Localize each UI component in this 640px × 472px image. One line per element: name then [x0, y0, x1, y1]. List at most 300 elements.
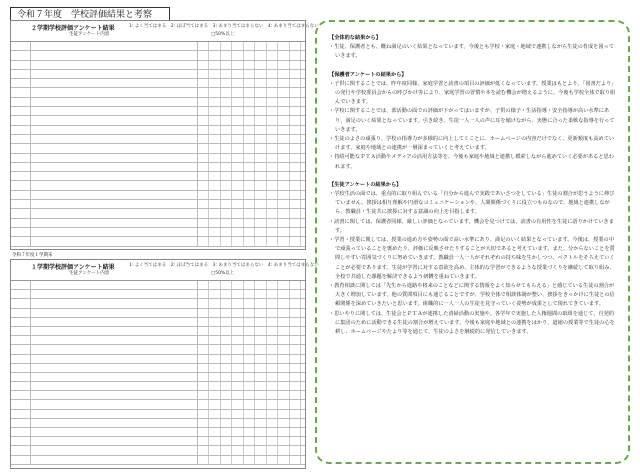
value-cell — [256, 364, 267, 372]
value-cell — [290, 228, 301, 236]
value-cell — [290, 456, 301, 464]
value-cell — [210, 345, 221, 353]
value-cell — [290, 172, 301, 180]
value-cell — [290, 126, 301, 134]
value-cell — [290, 163, 301, 171]
value-cell — [233, 42, 244, 50]
value-cell — [279, 382, 290, 390]
value-cell — [221, 219, 232, 227]
parent-item: ・生徒のよさの頑張り、学校の指導力が多様的に向上してくことに、ホームページの内容だけでなく、更新頻度も高めていけます。家庭や地域との連携が一層深まっていくと考えています。 — [329, 136, 615, 152]
value-cell — [221, 373, 232, 381]
value-cell — [233, 172, 244, 180]
value-cell — [198, 126, 209, 134]
value-cell — [210, 126, 221, 134]
table-row — [11, 98, 305, 107]
value-cell — [279, 219, 290, 227]
row-value-cells — [198, 172, 305, 180]
value-cell — [221, 364, 232, 372]
value-cell — [244, 364, 255, 372]
row-text-cell — [33, 209, 198, 217]
value-cell — [210, 410, 221, 418]
value-cell — [256, 327, 267, 335]
sheet-legend: 1: よく当てはまる 2: ほぼ当てはまる 3: あまり当てはまらない 4: あまり当てはまらない — [129, 24, 319, 29]
value-cell — [244, 135, 255, 143]
row-value-cells — [198, 364, 305, 372]
value-cell — [198, 410, 209, 418]
value-cell — [233, 163, 244, 171]
table-row — [11, 309, 305, 318]
value-cell — [290, 116, 301, 124]
table-row — [11, 181, 305, 190]
row-number-cell — [23, 373, 31, 381]
value-cell — [267, 373, 278, 381]
value-cell — [290, 355, 301, 363]
value-cell — [290, 51, 301, 59]
value-cell — [233, 437, 244, 445]
value-cell — [267, 191, 278, 199]
student-item: ・学習・授業に関しては、授業の進め方や姿勢の面で高い水準にあり、満足のいく結果となっています。今後は、授業の中で頑張っていることを褒めたり、評価に反映させたりすることが大切であると考えています。また、分からないことを質問しやすい雰囲気づくりに努めていきます。教職員一人一人がそれぞれの持ち味を生かしつつ、ベクトルをそろえていくことが必要であります。生徒が学習に対する意欲を高め、主体的な学習ができるような授業づくりを継続して取り組み、全校で共通した課題を解決できるよう研鑽を重ねていきます。 — [329, 237, 615, 280]
value-cell — [290, 299, 301, 307]
value-cell — [210, 181, 221, 189]
row-number-cell — [23, 154, 31, 162]
value-cell — [290, 373, 301, 381]
value-cell — [210, 191, 221, 199]
value-cell — [221, 51, 232, 59]
value-cell — [244, 391, 255, 399]
value-cell — [198, 181, 209, 189]
value-cell — [233, 98, 244, 106]
value-cell — [290, 61, 301, 69]
row-number-cell — [23, 309, 31, 317]
row-text-cell — [33, 42, 198, 50]
value-cell — [279, 456, 290, 464]
value-cell — [279, 42, 290, 50]
row-value-cells — [198, 70, 305, 78]
student-item: ・学校生活の面では、重点的に取り組んでいる「自分から進んで実践であいさつをしている」生徒の割合が思うように伸びていません。挨拶は相互理解や円滑なコミュニケーションや、人間関係づくりに役立つものなので、地域と連携しながら、教職員・生徒共に挨拶に対する意識の向上を目指します。 — [329, 191, 615, 216]
row-number-cell — [23, 98, 31, 106]
sheet-name: １学期学校評価アンケート結果 — [31, 264, 115, 271]
value-cell — [279, 290, 290, 298]
row-text-cell — [33, 410, 198, 418]
row-text-cell — [33, 181, 198, 189]
table-row — [11, 61, 305, 70]
value-cell — [267, 79, 278, 87]
value-cell — [210, 98, 221, 106]
row-number-cell — [23, 61, 31, 69]
value-cell — [244, 410, 255, 418]
value-cell — [290, 219, 301, 227]
table-row — [11, 51, 305, 60]
table-row — [11, 70, 305, 79]
value-cell — [279, 391, 290, 399]
table-row — [11, 42, 305, 51]
value-cell — [267, 98, 278, 106]
value-cell — [198, 382, 209, 390]
value-cell — [221, 172, 232, 180]
row-value-cells — [198, 116, 305, 124]
value-cell — [290, 200, 301, 208]
value-cell — [256, 88, 267, 96]
table-row — [11, 79, 305, 88]
value-cell — [290, 446, 301, 454]
value-cell — [210, 200, 221, 208]
value-cell — [221, 446, 232, 454]
value-cell — [290, 98, 301, 106]
value-cell — [244, 382, 255, 390]
row-text-cell — [33, 135, 198, 143]
value-cell — [233, 237, 244, 245]
value-cell — [244, 446, 255, 454]
value-cell — [256, 382, 267, 390]
value-cell — [256, 419, 267, 427]
value-cell — [233, 228, 244, 236]
parent-item: ・学校に関することでは、部活動の面での評価が下がってはいますが、子供の様子・生活指導・安全指導が高い水準にあり、満足のいく結果となっています。引き続き、生徒一人一人の声に耳を傾けながら、実態に合った柔軟な指導を行っていきます。 — [329, 108, 615, 133]
value-cell — [279, 98, 290, 106]
row-number-cell — [23, 290, 31, 298]
value-cell — [267, 309, 278, 317]
value-cell — [244, 191, 255, 199]
value-cell — [221, 290, 232, 298]
row-text-cell — [33, 355, 198, 363]
value-cell — [267, 410, 278, 418]
value-cell — [279, 437, 290, 445]
sheet-legend: 1: よく当てはまる 2: ほぼ当てはまる 3: あまり当てはまらない 4: あまり当てはまらない — [129, 263, 319, 268]
value-cell — [210, 219, 221, 227]
row-value-cells — [198, 163, 305, 171]
value-cell — [244, 437, 255, 445]
value-cell — [290, 290, 301, 298]
value-cell — [267, 419, 278, 427]
value-cell — [256, 309, 267, 317]
value-cell — [221, 318, 232, 326]
value-cell — [267, 181, 278, 189]
table-row — [11, 107, 305, 116]
value-cell — [279, 79, 290, 87]
value-cell — [279, 70, 290, 78]
row-number-cell — [23, 172, 31, 180]
value-cell — [198, 200, 209, 208]
row-value-cells — [198, 61, 305, 69]
value-cell — [233, 61, 244, 69]
value-cell — [279, 144, 290, 152]
value-cell — [279, 309, 290, 317]
value-cell — [279, 318, 290, 326]
value-cell — [221, 228, 232, 236]
value-cell — [198, 446, 209, 454]
value-cell — [233, 318, 244, 326]
value-cell — [198, 237, 209, 245]
table-row — [11, 327, 305, 336]
row-number-cell — [23, 364, 31, 372]
table-row — [11, 228, 305, 237]
row-number-cell — [23, 163, 31, 171]
value-cell — [198, 79, 209, 87]
value-cell — [279, 61, 290, 69]
value-cell — [279, 209, 290, 217]
row-value-cells — [198, 42, 305, 50]
value-cell — [290, 428, 301, 436]
value-cell — [198, 391, 209, 399]
value-cell — [210, 135, 221, 143]
value-cell — [210, 209, 221, 217]
value-cell — [198, 219, 209, 227]
row-number-cell — [23, 209, 31, 217]
value-cell — [210, 70, 221, 78]
row-number-cell — [23, 116, 31, 124]
value-cell — [233, 391, 244, 399]
table-row — [11, 209, 305, 218]
value-cell — [279, 107, 290, 115]
value-cell — [290, 42, 301, 50]
table-row — [11, 355, 305, 364]
value-cell — [198, 107, 209, 115]
row-value-cells — [198, 419, 305, 427]
value-cell — [290, 281, 301, 289]
row-number-cell — [23, 126, 31, 134]
row-number-cell — [23, 237, 31, 245]
value-cell — [267, 42, 278, 50]
value-cell — [221, 428, 232, 436]
value-cell — [267, 327, 278, 335]
value-cell — [221, 237, 232, 245]
value-cell — [290, 309, 301, 317]
value-cell — [221, 355, 232, 363]
value-cell — [244, 428, 255, 436]
value-cell — [290, 88, 301, 96]
row-value-cells — [198, 391, 305, 399]
value-cell — [233, 382, 244, 390]
row-value-cells — [198, 382, 305, 390]
value-cell — [279, 299, 290, 307]
value-cell — [198, 327, 209, 335]
value-cell — [210, 400, 221, 408]
row-value-cells — [198, 237, 305, 245]
value-cell — [198, 437, 209, 445]
value-cell — [290, 364, 301, 372]
value-cell — [221, 456, 232, 464]
value-cell — [267, 107, 278, 115]
row-value-cells — [198, 126, 305, 134]
row-text-cell — [33, 309, 198, 317]
value-cell — [267, 364, 278, 372]
value-cell — [221, 281, 232, 289]
row-value-cells — [198, 79, 305, 87]
value-cell — [256, 70, 267, 78]
table-row — [11, 437, 305, 446]
value-cell — [233, 327, 244, 335]
value-cell — [244, 336, 255, 344]
row-number-cell — [23, 345, 31, 353]
value-cell — [233, 309, 244, 317]
value-cell — [233, 428, 244, 436]
value-cell — [256, 290, 267, 298]
value-cell — [256, 107, 267, 115]
value-cell — [233, 200, 244, 208]
value-cell — [290, 79, 301, 87]
value-cell — [221, 107, 232, 115]
value-cell — [210, 446, 221, 454]
table-row — [11, 410, 305, 419]
value-cell — [267, 61, 278, 69]
value-cell — [233, 355, 244, 363]
value-cell — [198, 144, 209, 152]
row-value-cells — [198, 290, 305, 298]
row-text-cell — [33, 116, 198, 124]
value-cell — [210, 437, 221, 445]
value-cell — [256, 79, 267, 87]
value-cell — [256, 373, 267, 381]
value-cell — [210, 61, 221, 69]
table-row — [11, 290, 305, 299]
value-cell — [267, 163, 278, 171]
value-cell — [256, 355, 267, 363]
value-cell — [233, 410, 244, 418]
value-cell — [221, 437, 232, 445]
value-cell — [244, 419, 255, 427]
value-cell — [279, 237, 290, 245]
row-number-cell — [23, 400, 31, 408]
value-cell — [279, 345, 290, 353]
value-cell — [210, 318, 221, 326]
value-cell — [221, 345, 232, 353]
value-cell — [267, 391, 278, 399]
value-cell — [256, 144, 267, 152]
value-cell — [221, 126, 232, 134]
value-cell — [267, 299, 278, 307]
row-value-cells — [198, 107, 305, 115]
value-cell — [221, 419, 232, 427]
value-cell — [244, 309, 255, 317]
value-cell — [290, 154, 301, 162]
value-cell — [198, 336, 209, 344]
value-cell — [244, 116, 255, 124]
row-value-cells — [198, 400, 305, 408]
row-value-cells — [198, 345, 305, 353]
value-cell — [267, 382, 278, 390]
value-cell — [210, 116, 221, 124]
table-row — [11, 191, 305, 200]
value-cell — [198, 116, 209, 124]
value-cell — [244, 163, 255, 171]
value-cell — [279, 135, 290, 143]
value-cell — [256, 428, 267, 436]
table-row — [11, 135, 305, 144]
row-number-cell — [23, 281, 31, 289]
row-text-cell — [33, 446, 198, 454]
value-cell — [244, 70, 255, 78]
value-cell — [210, 373, 221, 381]
table-row — [11, 446, 305, 455]
value-cell — [210, 107, 221, 115]
row-value-cells — [198, 191, 305, 199]
row-number-cell — [23, 391, 31, 399]
value-cell — [256, 126, 267, 134]
value-cell — [233, 400, 244, 408]
value-cell — [210, 336, 221, 344]
row-number-cell — [23, 336, 31, 344]
value-cell — [233, 126, 244, 134]
percent-legend: □50%以上 — [211, 271, 235, 276]
value-cell — [256, 237, 267, 245]
value-cell — [210, 144, 221, 152]
row-text-cell — [33, 51, 198, 59]
value-cell — [256, 42, 267, 50]
sheet2-title: 令和７年度１学期末 — [12, 253, 53, 258]
value-cell — [233, 144, 244, 152]
value-cell — [210, 456, 221, 464]
table-row — [11, 200, 305, 209]
value-cell — [244, 299, 255, 307]
sheet-name: ２学期学校評価アンケート結果 — [31, 25, 115, 32]
value-cell — [198, 299, 209, 307]
row-value-cells — [198, 446, 305, 454]
row-text-cell — [33, 191, 198, 199]
value-cell — [210, 309, 221, 317]
row-text-cell — [33, 428, 198, 436]
row-text-cell — [33, 144, 198, 152]
row-text-cell — [33, 382, 198, 390]
value-cell — [198, 191, 209, 199]
value-cell — [256, 318, 267, 326]
value-cell — [198, 290, 209, 298]
student-item: ・読書に関しては、保護者同様、厳しい評価となっています。機会を見つけては、読書の有用性を生徒に語りかけていきます。 — [329, 218, 614, 234]
value-cell — [279, 191, 290, 199]
value-cell — [210, 290, 221, 298]
row-number-cell — [23, 318, 31, 326]
value-cell — [198, 228, 209, 236]
value-cell — [290, 135, 301, 143]
row-number-cell — [23, 51, 31, 59]
value-cell — [256, 391, 267, 399]
value-cell — [279, 419, 290, 427]
table-row — [11, 373, 305, 382]
value-cell — [279, 154, 290, 162]
row-text-cell — [33, 391, 198, 399]
row-value-cells — [198, 209, 305, 217]
value-cell — [256, 135, 267, 143]
value-cell — [244, 42, 255, 50]
value-cell — [290, 318, 301, 326]
row-text-cell — [33, 228, 198, 236]
survey-sheet-2nd-term — [10, 20, 319, 250]
value-cell — [210, 299, 221, 307]
value-cell — [290, 209, 301, 217]
percent-legend: □50%以上 — [211, 32, 235, 37]
value-cell — [233, 70, 244, 78]
value-cell — [256, 299, 267, 307]
row-text-cell — [33, 237, 198, 245]
value-cell — [233, 135, 244, 143]
value-cell — [244, 281, 255, 289]
value-cell — [233, 456, 244, 464]
value-cell — [256, 209, 267, 217]
overall-text: ・生徒、保護者とも、概ね満足のいく結果となっています。今後とも学校・家庭・地域で連携しながら生徒の育成を図っていきます。 — [329, 44, 614, 60]
row-number-cell — [23, 428, 31, 436]
row-number-cell — [23, 144, 31, 152]
table-row — [11, 163, 305, 172]
value-cell — [279, 51, 290, 59]
value-cell — [198, 373, 209, 381]
value-cell — [267, 355, 278, 363]
value-cell — [244, 98, 255, 106]
row-value-cells — [198, 336, 305, 344]
value-cell — [279, 327, 290, 335]
row-number-cell — [23, 200, 31, 208]
value-cell — [221, 135, 232, 143]
value-cell — [198, 51, 209, 59]
row-number-cell — [23, 437, 31, 445]
value-cell — [256, 154, 267, 162]
